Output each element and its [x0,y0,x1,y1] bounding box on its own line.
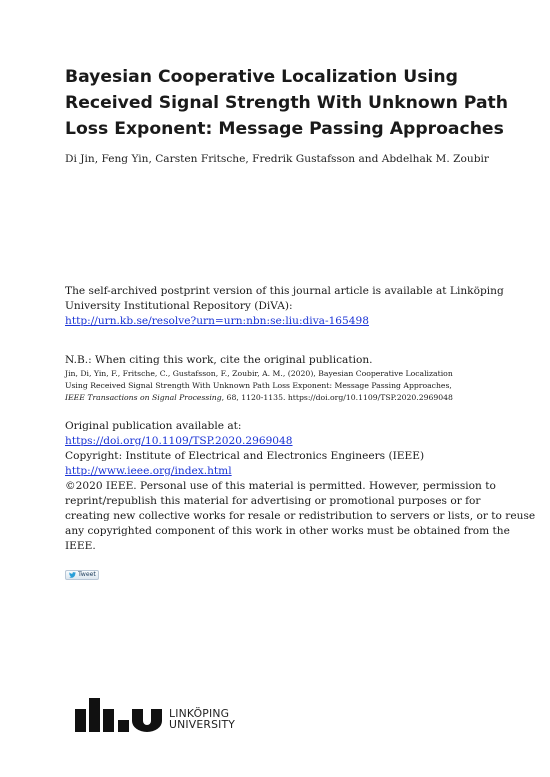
notice-line-3: creating new collective works for resale or redistribution to servers or lists, or to reuse [65,510,536,522]
notice-line-5: IEEE. [65,540,96,552]
notice-line-2: reprint/republish this material for advertising or promotional purposes or for [65,495,481,507]
notice-line-1: ©2020 IEEE. Personal use of this material is permitted. However, permission to [65,480,496,492]
archive-line-1: The self-archived postprint version of this journal article is available at Linköping [65,285,504,297]
tweet-label: Tweet [78,571,96,578]
original-publication [65,419,536,554]
diva-link[interactable]: http://urn.kb.se/resolve?urn=urn:nbn:se:liu:diva-165498 [65,315,370,327]
university-name-line-2: UNIVERSITY [169,718,236,731]
author-list: Di Jin, Feng Yin, Carsten Fritsche, Fredrik Gustafsson and Abdelhak M. Zoubir [65,153,489,165]
citation-line-2: Using Received Signal Strength With Unknown Path Loss Exponent: Message Passing Approaches, [65,381,452,390]
citation-line-1: Jin, Di, Yin, F., Fritsche, C., Gustafsson, F., Zoubir, A. M., (2020), Bayesian Cooperative Localization [65,369,453,378]
citation-note: N.B.: When citing this work, cite the original publication. [65,354,373,366]
citation-line-3 [65,392,495,404]
notice-line-4: any copyrighted component of this work in other works must be obtained from the [65,525,510,537]
title-line-3: Loss Exponent: Message Passing Approaches [65,119,504,139]
title-line-1: Bayesian Cooperative Localization Using [65,67,458,87]
citation-block [65,353,495,404]
title-line-2: Received Signal Strength With Unknown Path [65,93,508,113]
tweet-button[interactable] [65,570,99,580]
doi-link[interactable]: https://doi.org/10.1109/TSP.2020.2969048 [65,435,293,447]
citation-details: , 68, 1120-1135. https://doi.org/10.1109/TSP.2020.2969048 [221,393,453,402]
paper-title [65,64,508,142]
twitter-bird-icon [69,572,76,578]
university-name-line-1: LINKÖPING [169,707,230,720]
copyright-text: Copyright: Institute of Electrical and Electronics Engineers (IEEE) [65,450,425,462]
archive-line-2: University Institutional Repository (DiVA): [65,300,293,312]
liu-logo-mark [75,698,163,732]
university-name [169,708,235,730]
archive-notice [65,284,504,329]
ieee-link[interactable]: http://www.ieee.org/index.html [65,465,232,477]
original-label: Original publication available at: [65,420,242,432]
journal-name: IEEE Transactions on Signal Processing [65,393,222,402]
